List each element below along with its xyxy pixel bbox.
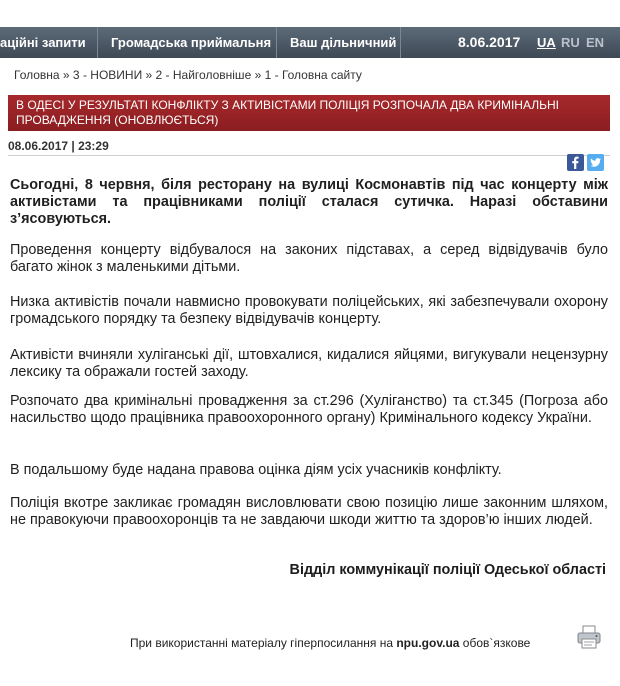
article-paragraph: Поліція вкотре закликає громадян висловлювати свою позицію лише законним шляхом, не правокуючи правоохоронців та не завдаючи шкоди життю та здоров’ю інших людей.: [10, 495, 608, 528]
article-datetime: 08.06.2017 | 23:29: [8, 139, 109, 153]
breadcrumb: [14, 68, 362, 82]
article-title-line: В ОДЕСІ У РЕЗУЛЬТАТІ КОНФЛІКТУ З АКТИВІСТАМИ ПОЛІЦІЯ РОЗПОЧАЛА ДВА КРИМІНАЛЬНІ: [16, 98, 559, 112]
footer-note-text: При використанні матеріалу гіперпосилання на: [130, 636, 397, 650]
nav-divider: [400, 27, 401, 58]
facebook-icon: [567, 154, 584, 171]
footer-site-link[interactable]: npu.gov.ua: [396, 636, 460, 650]
footer-note-text: обов`язкове: [459, 636, 531, 650]
article-paragraph: Розпочато два кримінальні провадження за ст.296 (Хуліганство) та ст.345 (Погроза або насильство щодо працівника правоохоронного органу) Кримінального кодексу України.: [10, 393, 608, 426]
article-paragraph: Проведення концерту відбувалося на законих підставах, а серед відвідувачів було багато жінок з маленькими дітьми.: [10, 242, 608, 275]
footer-note: [130, 636, 530, 650]
article-paragraph: В подальшому буде надана правова оцінка діям усіх учасників конфлікту.: [10, 462, 502, 478]
article-paragraph: Низка активістів почали навмисно провокувати поліцейських, які забезпечували охорону громадського порядку та безпеку відвідувачів концерту.: [10, 294, 608, 327]
article-signature: Відділ коммунікації поліції Одеської області: [289, 562, 606, 578]
nav-date: 8.06.2017: [458, 34, 521, 50]
print-icon: [576, 624, 602, 650]
article-paragraph: Активісти вчиняли хуліганські дії, штовхалися, кидалися яйцями, вигукували нецензурну лексику та ображали гостей заходу.: [10, 347, 608, 380]
twitter-share-button[interactable]: [587, 154, 604, 171]
lang-en-link[interactable]: EN: [586, 35, 605, 50]
breadcrumb-separator: » 3 -: [59, 68, 91, 82]
breadcrumb-site-home[interactable]: Головна сайту: [281, 68, 362, 82]
divider: [8, 155, 610, 156]
article-title: [8, 95, 610, 131]
main-nav: [0, 27, 620, 58]
article-lead: Сьогодні, 8 червня, біля ресторану на вулиці Космонавтів під час концерту між активістами та працівниками поліції сталася сутичка. Наразі обставини з’ясовуються.: [10, 177, 608, 227]
nav-item-district-officer[interactable]: Ваш дільничний: [290, 35, 397, 50]
breadcrumb-separator: » 1 -: [251, 68, 282, 82]
twitter-icon: [587, 154, 604, 171]
nav-item-info-requests[interactable]: аційні запити: [0, 35, 86, 50]
breadcrumb-news[interactable]: НОВИНИ: [90, 68, 143, 82]
facebook-share-button[interactable]: [567, 154, 584, 171]
article-title-line: ПРОВАДЖЕННЯ (ОНОВЛЮЄТЬСЯ): [16, 113, 219, 127]
lang-ru-link[interactable]: RU: [561, 35, 580, 50]
breadcrumb-top-news[interactable]: Найголовніше: [172, 68, 252, 82]
nav-divider: [276, 27, 277, 58]
lang-ua-link[interactable]: UA: [537, 35, 556, 50]
print-button[interactable]: [576, 624, 602, 655]
nav-item-public-reception[interactable]: Громадська приймальня: [111, 35, 272, 50]
breadcrumb-separator: » 2 -: [142, 68, 173, 82]
nav-divider: [97, 27, 98, 58]
breadcrumb-home[interactable]: Головна: [14, 68, 60, 82]
